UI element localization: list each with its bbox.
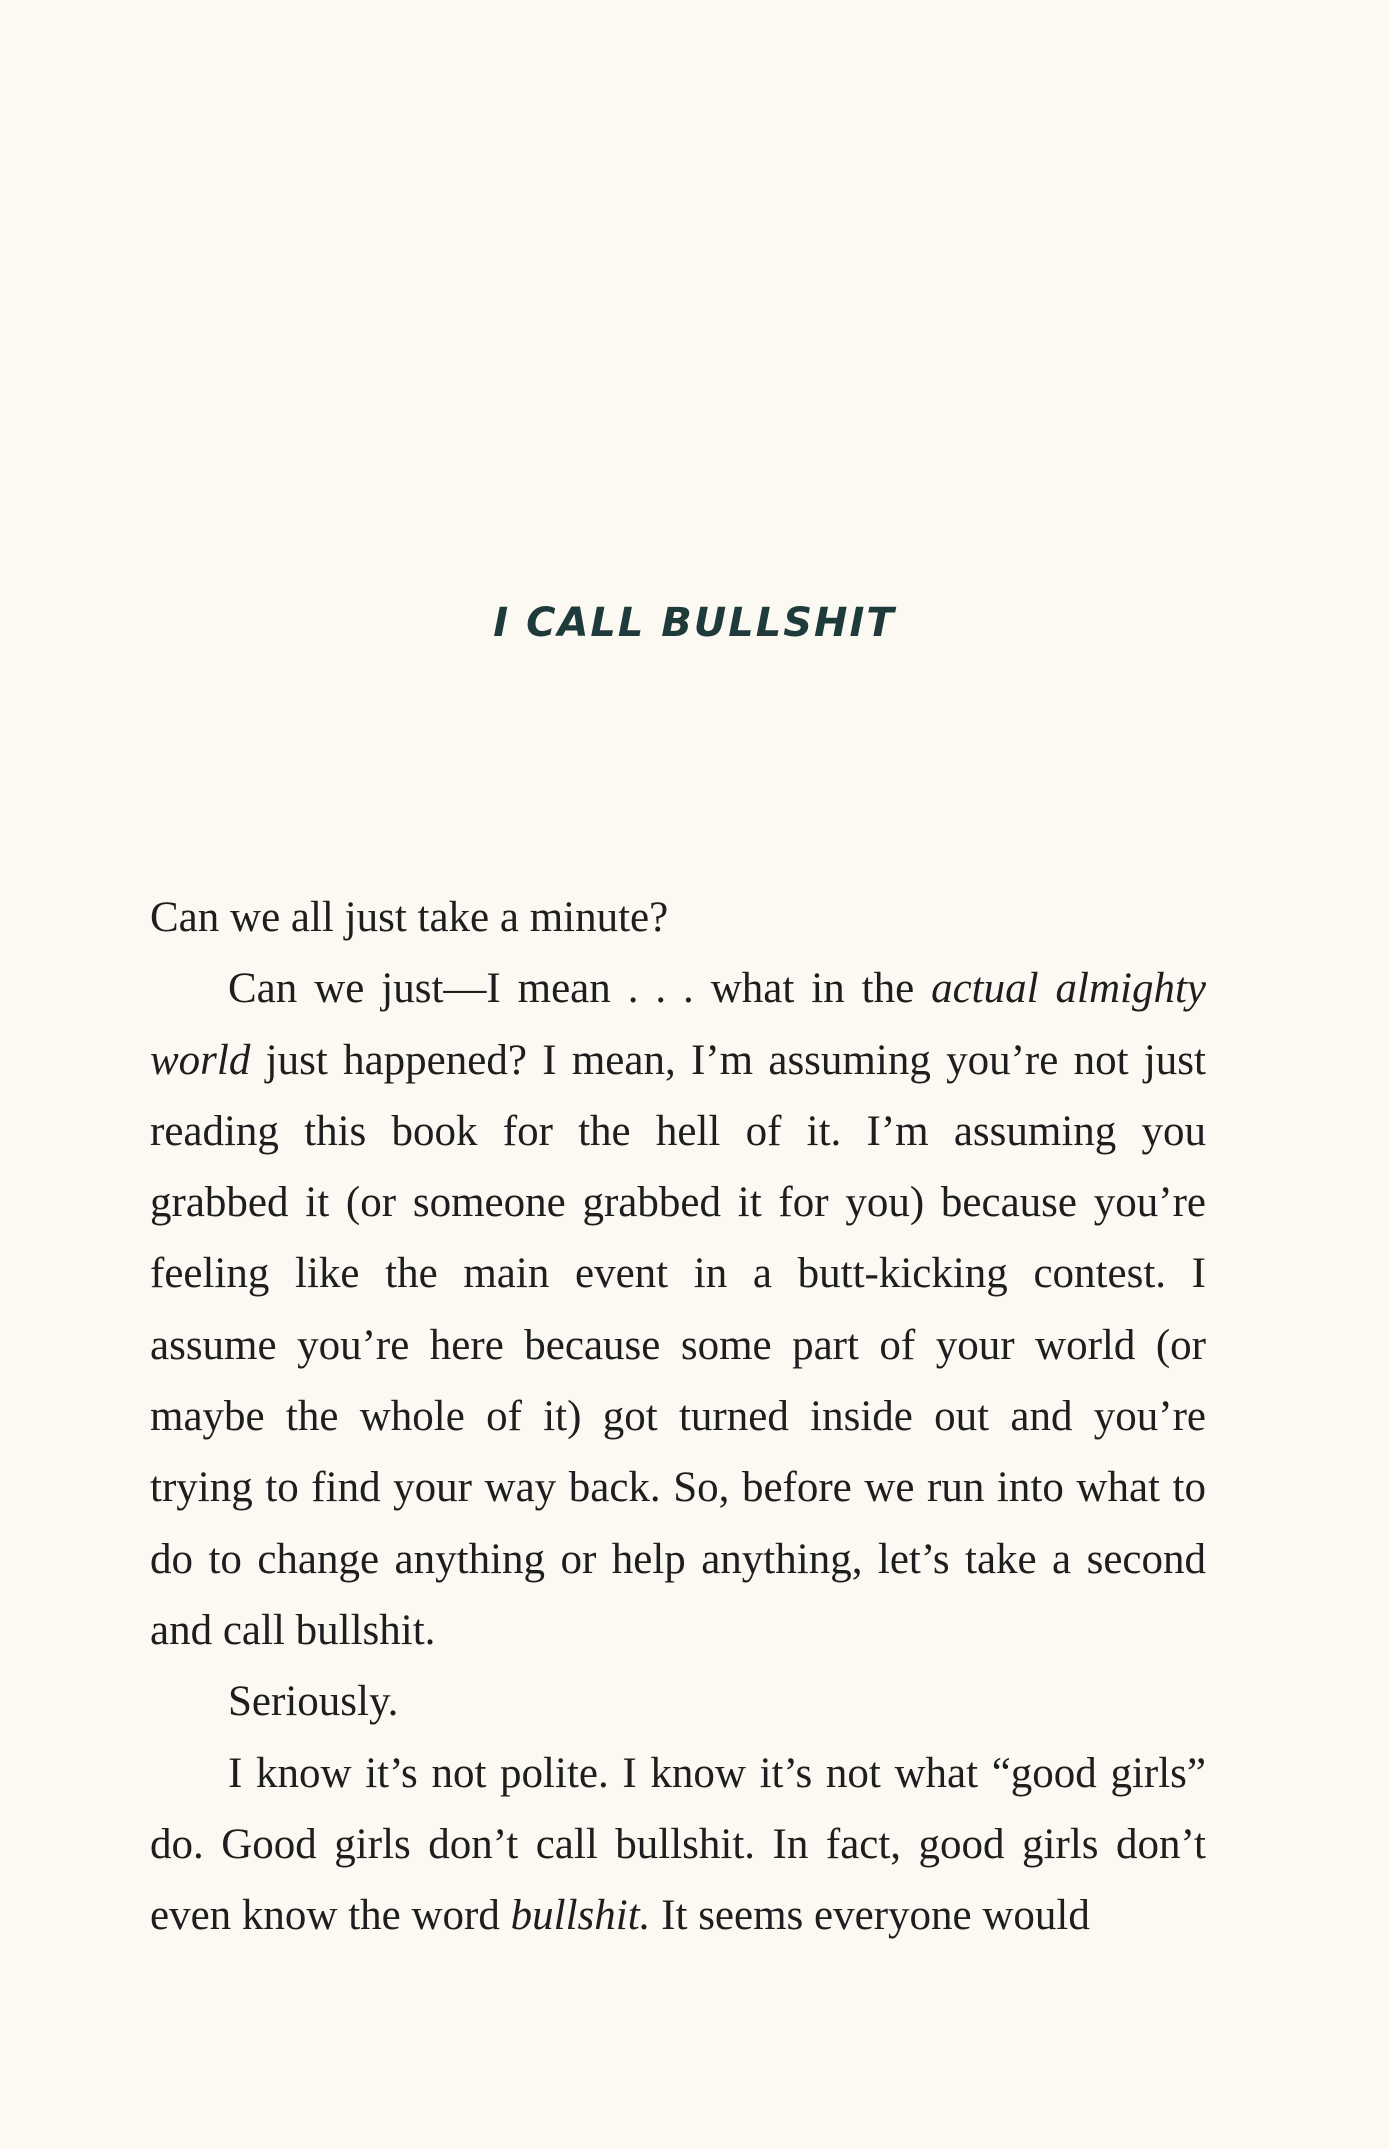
paragraph-text: just happened? I mean, I’m assuming you’re not just reading this book for the hell of it. I’m assuming you grabbed it (or someone grabbed it for you) because you’re feeling like the main event in a butt-kicking contest. I assume you’re here because some part of your world (or maybe the whole of it) got turned inside out and you’re trying to find your way back. So, before we run into what to do to change anything or help anything, let’s take a second and call bullshit. [150,1036,1206,1654]
chapter-title: I CALL BULLSHIT [493,600,896,646]
paragraph-text: I know it’s not polite. I know it’s not what “good girls” do. Good girls don’t call bullshit. In fact, good girls don’t even know the word [150,1749,1206,1940]
paragraph-3 [150,1666,1206,1737]
paragraph-text: Can we all just take a minute? [150,894,669,941]
italic-phrase: actual almighty world [150,965,1206,1084]
paragraph-4 [150,1738,1206,1952]
paragraph-2 [150,953,1206,1666]
paragraph-text: Can we just—I mean . . . what in the [228,965,932,1013]
body-text [150,882,1206,1951]
paragraph-1 [150,882,1206,953]
paragraph-text: It seems everyone would [650,1892,1090,1940]
paragraph-text: Seriously. [228,1678,399,1726]
italic-word: bullshit. [510,1892,651,1940]
